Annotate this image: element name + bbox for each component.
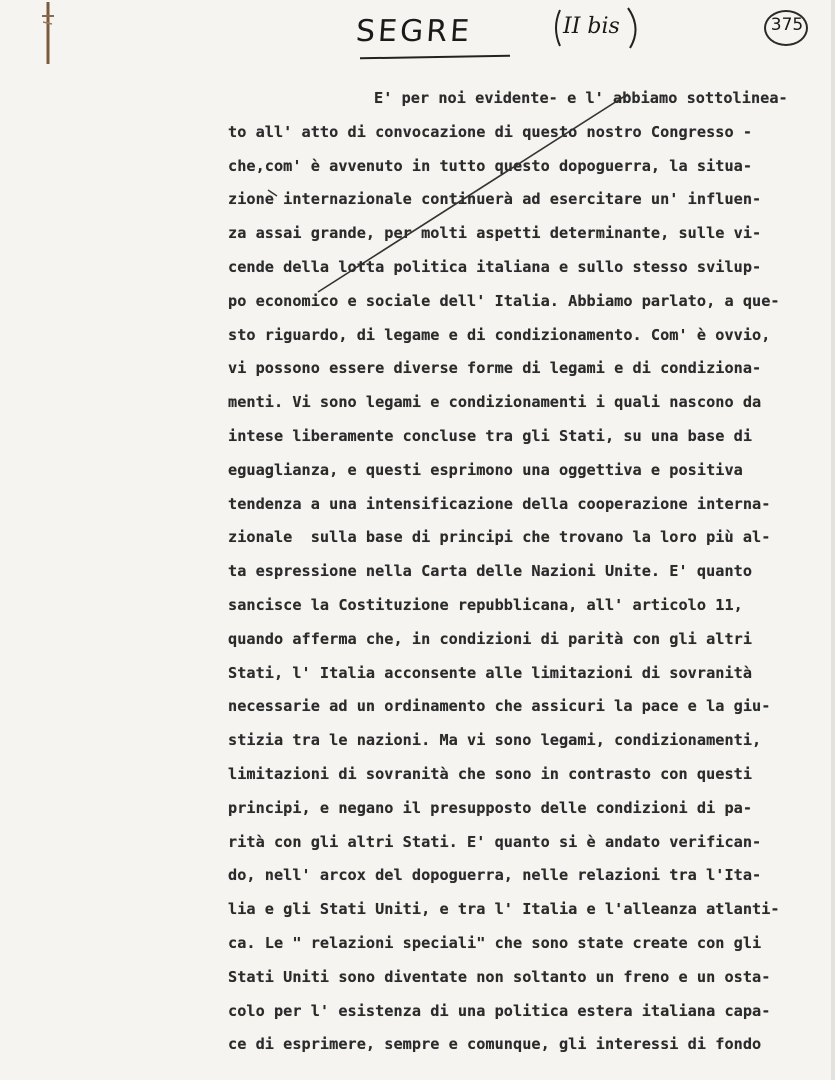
text-line: che,com' è avvenuto in tutto questo dopoguerra, la situa- [228, 156, 753, 175]
text-line: ca. Le " relazioni speciali" che sono state create con gli [228, 933, 762, 952]
text-line: limitazioni di sovranità che sono in contrasto con questi [228, 764, 753, 783]
text-line: po economico e sociale dell' Italia. Abbiamo parlato, a que- [228, 291, 780, 310]
text-line: tendenza a una intensificazione della cooperazione interna- [228, 494, 771, 513]
author-name-underline [360, 55, 510, 60]
text-line: rità con gli altri Stati. E' quanto si è andato verifican- [228, 832, 762, 851]
page-number: 375 [770, 15, 804, 35]
text-line: lia e gli Stati Uniti, e tra l' Italia e l'alleanza atlanti- [228, 900, 780, 919]
text-line: eguaglianza, e questi esprimono una oggettiva e positiva [228, 460, 743, 479]
text-line: colo per l' esistenza di una politica estera italiana capa- [228, 1001, 771, 1020]
text-line: Stati, l' Italia acconsente alle limitazioni di sovranità [228, 663, 753, 682]
text-line: to all' atto di convocazione di questo nostro Congresso - [228, 122, 753, 141]
section-tag: II bis [563, 14, 620, 39]
text-line: stizia tra le nazioni. Ma vi sono legami, condizionamenti, [228, 731, 762, 750]
text-line: principi, e negano il presupposto delle condizioni di pa- [228, 798, 753, 817]
text-line: do, nell' arcox del dopoguerra, nelle relazioni tra l'Ita- [228, 866, 762, 885]
text-line: quando afferma che, in condizioni di parità con gli altri [228, 629, 753, 648]
text-line: ta espressione nella Carta delle Nazioni Unite. E' quanto [228, 562, 753, 581]
text-line: necessarie ad un ordinamento che assicuri la pace e la giu- [228, 697, 771, 716]
text-line: ce di esprimere, sempre e comunque, gli interessi di fondo [228, 1035, 762, 1054]
text-line: cende della lotta politica italiana e sullo stesso svilup- [228, 257, 762, 276]
staple-mark-icon [40, 2, 56, 64]
text-line: Stati Uniti sono diventate non soltanto un freno e un osta- [228, 967, 771, 986]
text-line: intese liberamente concluse tra gli Stati, su una base di [228, 426, 753, 445]
text-line: sto riguardo, di legame e di condizionamento. Com' è ovvio, [228, 325, 771, 344]
author-name-handwritten: SEGRE [354, 14, 474, 49]
typewritten-body [228, 82, 828, 1062]
text-line: menti. Vi sono legami e condizionamenti i quali nascono da [228, 393, 762, 412]
text-line: E' per noi evidente- e l' abbiamo sottolinea- [374, 89, 788, 107]
text-line: sancisce la Costituzione repubblicana, all' articolo 11, [228, 595, 743, 614]
text-line: vi possono essere diverse forme di legami e di condiziona- [228, 359, 762, 378]
text-line: za assai grande, per molti aspetti determinante, sulle vi- [228, 224, 762, 243]
text-line: zione internazionale continuerà ad esercitare un' influen- [228, 190, 762, 209]
text-line: zionale sulla base di principi che trovano la loro più al- [228, 528, 771, 547]
